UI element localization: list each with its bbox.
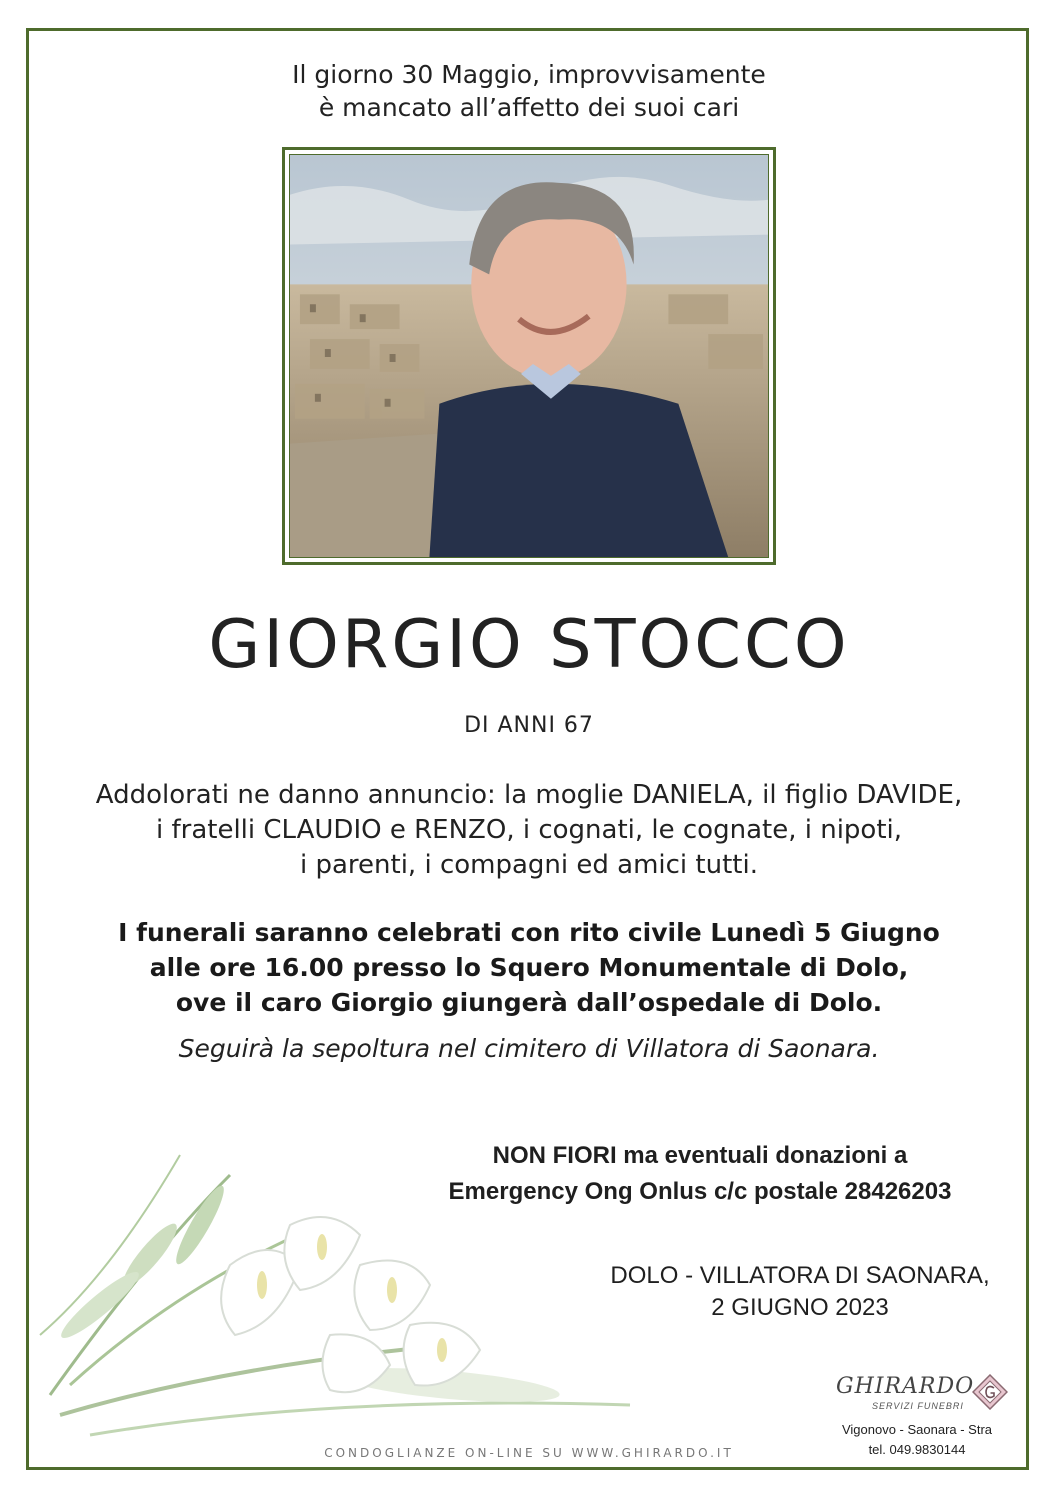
intro-line-1: Il giorno 30 Maggio, improvvisamente <box>292 60 766 89</box>
agency-name: GHIRARDO <box>836 1374 975 1399</box>
donation-line-2: Emergency Ong Onlus c/c postale 28426203 <box>448 1178 952 1205</box>
agency-locations: Vigonovo - Saonara - Stra <box>841 1422 993 1437</box>
funeral-line-3: ove il caro Giorgio giungerà dall’ospedale di Dolo. <box>175 988 883 1017</box>
announcement-line-1: Addolorati ne danno annuncio: la moglie DANIELA, il figlio DAVIDE, <box>95 780 963 810</box>
deceased-name: GIORGIO STOCCO <box>208 605 850 683</box>
announcement <box>0 778 1058 883</box>
announcement-line-2: i fratelli CLAUDIO e RENZO, i cognati, le cognate, i nipoti, <box>155 815 903 845</box>
condolences-footer: CONDOGLIANZE ON-LINE SU WWW.GHIRARDO.IT <box>324 1446 734 1460</box>
intro-text <box>0 58 1058 124</box>
portrait-frame <box>282 147 776 565</box>
portrait-photo <box>289 154 769 558</box>
announcement-line-3: i parenti, i compagni ed amici tutti. <box>300 850 758 880</box>
agency-phone: tel. 049.9830144 <box>868 1442 966 1457</box>
place-and-date <box>580 1260 1020 1324</box>
donation-note <box>400 1138 1000 1210</box>
agency-tagline: SERVIZI FUNEBRI <box>872 1401 964 1411</box>
place-line: DOLO - VILLATORA DI SAONARA, <box>610 1262 990 1289</box>
deceased-age: DI ANNI 67 <box>464 713 594 738</box>
date-line: 2 GIUGNO 2023 <box>711 1294 889 1321</box>
burial-note: Seguirà la sepoltura nel cimitero di Villatora di Saonara. <box>178 1034 880 1063</box>
intro-line-2: è mancato all’affetto dei suoi cari <box>318 93 740 122</box>
funeral-details <box>0 915 1058 1020</box>
donation-line-1: NON FIORI ma eventuali donazioni a <box>492 1142 908 1169</box>
portrait-illustration <box>290 155 768 557</box>
funeral-line-2: alle ore 16.00 presso lo Squero Monumentale di Dolo, <box>149 953 909 982</box>
funeral-line-1: I funerali saranno celebrati con rito civile Lunedì 5 Giugno <box>118 918 940 947</box>
diamond-g-logo-icon <box>972 1374 1008 1410</box>
